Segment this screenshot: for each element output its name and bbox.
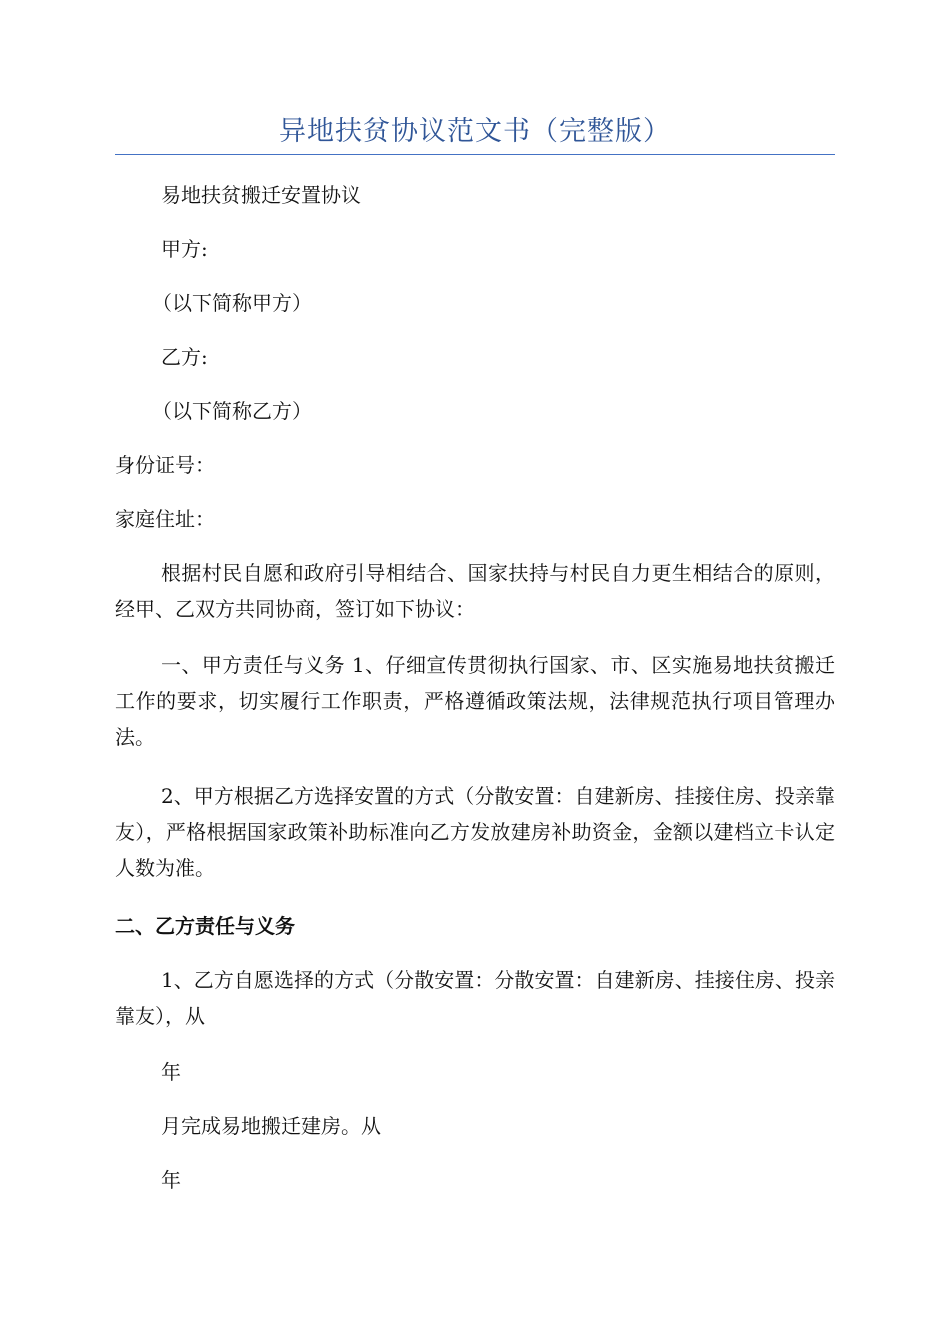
- agreement-subtitle: 易地扶贫搬迁安置协议: [161, 183, 361, 207]
- title-underline: [115, 154, 835, 155]
- section1-item2-paragraph: 2、甲方根据乙方选择安置的方式（分散安置：自建新房、挂接住房、投亲靠友），严格根据国家政策补助标准向乙方发放建房补助资金，金额以建档立卡认定人数为准。: [115, 784, 835, 880]
- section1-item1-paragraph: 一、甲方责任与义务 1、仔细宣传贯彻执行国家、市、区实施易地扶贫搬迁工作的要求，切实履行工作职责，严格遵循政策法规，法律规范执行项目管理办法。: [115, 653, 835, 749]
- party-a-label: 甲方:: [161, 237, 208, 261]
- party-b-label: 乙方:: [161, 345, 208, 369]
- id-number-label: 身份证号：: [115, 453, 215, 477]
- section2-item1-paragraph: 1、乙方自愿选择的方式（分散安置：分散安置：自建新房、挂接住房、投亲靠友），从: [115, 968, 835, 1028]
- year-label-1: 年: [161, 1060, 181, 1084]
- address-label: 家庭住址：: [115, 507, 215, 531]
- document-title: 异地扶贫协议范文书（完整版）: [279, 116, 671, 147]
- section2-heading: 二、乙方责任与义务: [115, 914, 295, 938]
- year-label-2: 年: [161, 1168, 181, 1192]
- party-a-note: （以下简称甲方）: [152, 291, 312, 315]
- intro-paragraph: 根据村民自愿和政府引导相结合、国家扶持与村民自力更生相结合的原则，经甲、乙双方共同协商，签订如下协议：: [115, 561, 835, 621]
- month-line: 月完成易地搬迁建房。从: [161, 1114, 381, 1138]
- party-b-note: （以下简称乙方）: [152, 399, 312, 423]
